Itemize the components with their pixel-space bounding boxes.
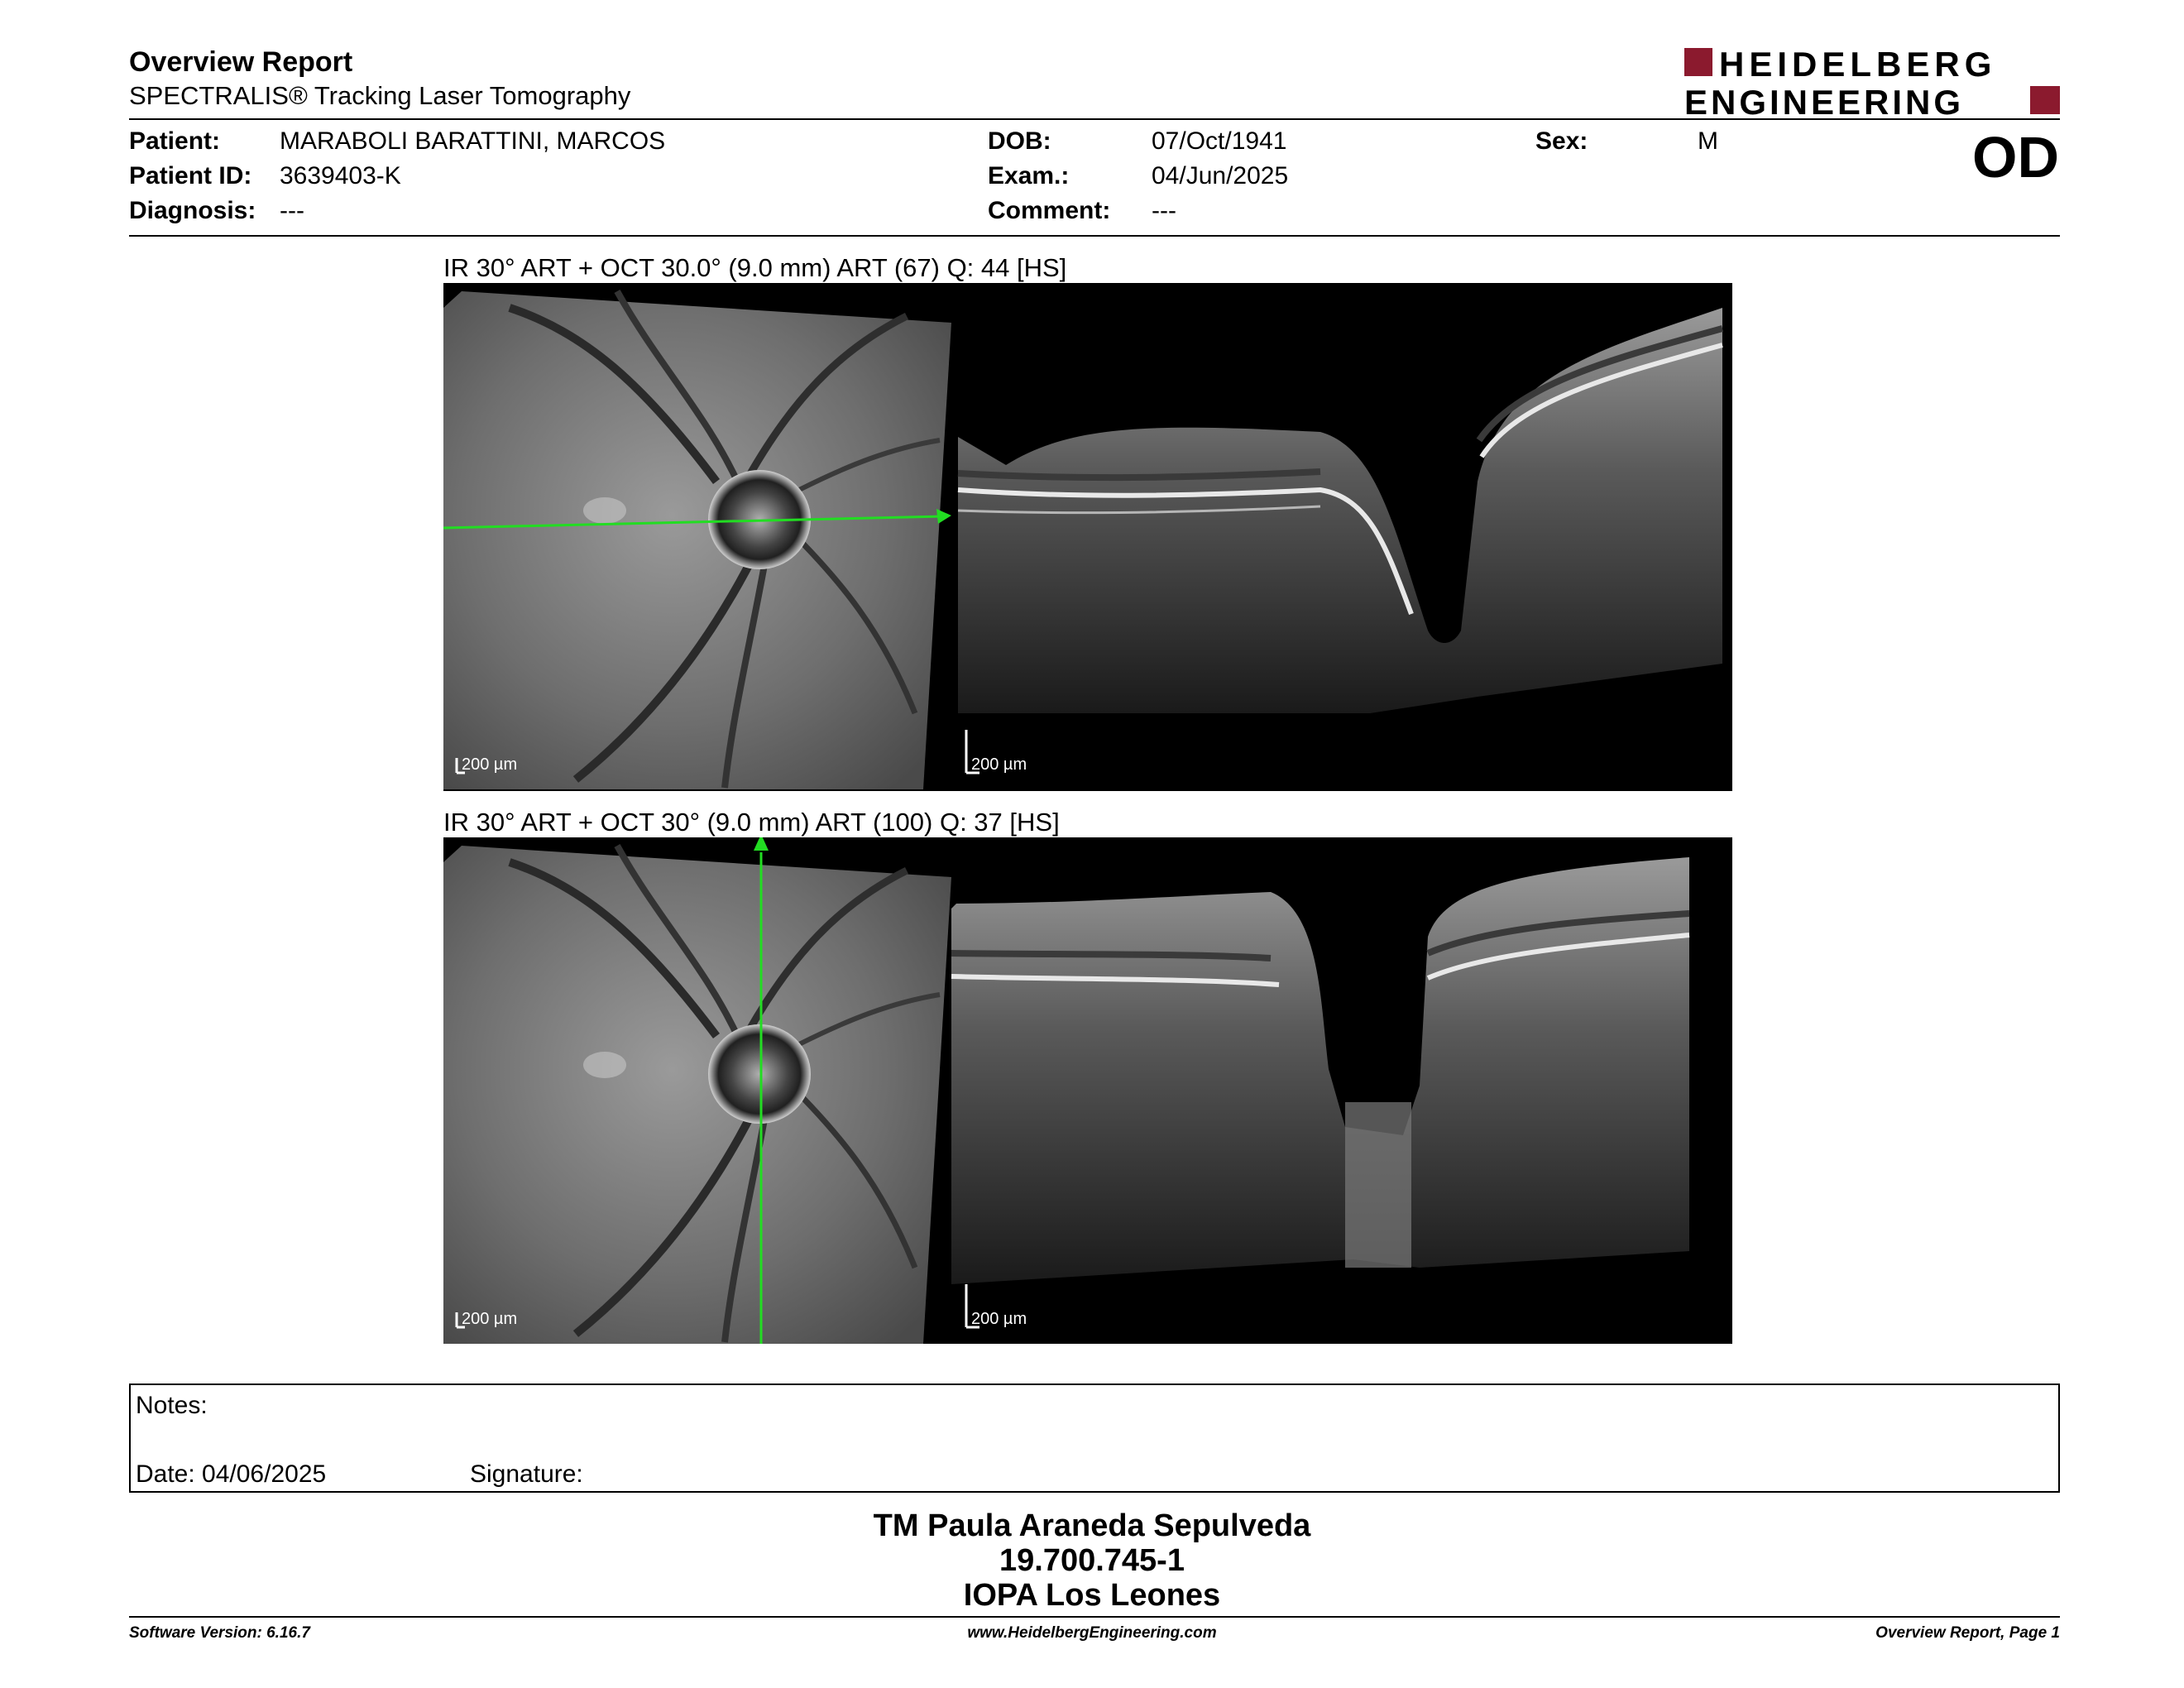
sex-value: M (1698, 127, 1718, 155)
diagnosis-label: Diagnosis: (129, 197, 256, 224)
scan-1-panel (443, 283, 1732, 791)
svg-text:HEIDELBERG: HEIDELBERG (1719, 46, 1997, 84)
scan-1-images (443, 283, 1732, 791)
scan-2-images (443, 837, 1732, 1344)
comment-label: Comment: (988, 197, 1111, 224)
comment-value: --- (1152, 197, 1176, 224)
page-number: Overview Report, Page 1 (1875, 1624, 2060, 1642)
signer-institution: IOPA Los Leones (963, 1578, 1221, 1613)
diagnosis-value: --- (280, 197, 304, 224)
scan-2-panel (443, 837, 1732, 1344)
signer-name: TM Paula Araneda Sepulveda (873, 1508, 1311, 1543)
patient-id-value: 3639403-K (280, 162, 401, 189)
patient-id-label: Patient ID: (129, 162, 252, 189)
scan-2-fundus-image (443, 846, 951, 1344)
eye-laterality: OD (1972, 125, 2059, 189)
scan-2-fundus-scale: 200 µm (462, 1310, 518, 1328)
website-link[interactable]: www.HeidelbergEngineering.com (967, 1624, 1217, 1642)
signature-label: Signature: (470, 1460, 583, 1488)
exam-value: 04/Jun/2025 (1152, 162, 1289, 189)
sex-label: Sex: (1535, 127, 1588, 155)
heidelberg-logo (1684, 46, 2060, 116)
notes-label: Notes: (136, 1392, 208, 1419)
report-subtitle: SPECTRALIS® Tracking Laser Tomography (129, 81, 631, 110)
scan-1-caption: IR 30° ART + OCT 30.0° (9.0 mm) ART (67) Q: 44 [HS] (443, 253, 1067, 282)
notes-box (129, 1383, 2060, 1493)
footer-rule (129, 1616, 2060, 1618)
scan-1-fundus-image (443, 291, 951, 789)
report-title: Overview Report (129, 46, 353, 78)
scan-1-fundus-scale: 200 µm (462, 755, 518, 774)
patient-label: Patient: (129, 127, 221, 155)
scan-2-oct-image (951, 857, 1689, 1284)
scan-1-oct-scale: 200 µm (971, 755, 1027, 774)
scan-1-oct-image (958, 308, 1722, 713)
exam-label: Exam.: (988, 162, 1070, 189)
software-version: Software Version: 6.16.7 (129, 1624, 310, 1642)
svg-text:ENGINEERING: ENGINEERING (1684, 83, 1965, 116)
scan-2-caption: IR 30° ART + OCT 30° (9.0 mm) ART (100) Q: 37 [HS] (443, 808, 1060, 837)
scan-2-oct-scale: 200 µm (971, 1310, 1027, 1328)
scan-1-scan-arrow-icon (936, 509, 951, 524)
header-rule (129, 118, 2060, 120)
dob-value: 07/Oct/1941 (1152, 127, 1287, 155)
patient-rule (129, 235, 2060, 237)
scan-2-scan-arrow-icon (754, 837, 769, 851)
patient-name: MARABOLI BARATTINI, MARCOS (280, 127, 666, 155)
dob-label: DOB: (988, 127, 1051, 155)
notes-date: Date: 04/06/2025 (136, 1460, 327, 1488)
signer-id: 19.700.745-1 (999, 1543, 1185, 1578)
